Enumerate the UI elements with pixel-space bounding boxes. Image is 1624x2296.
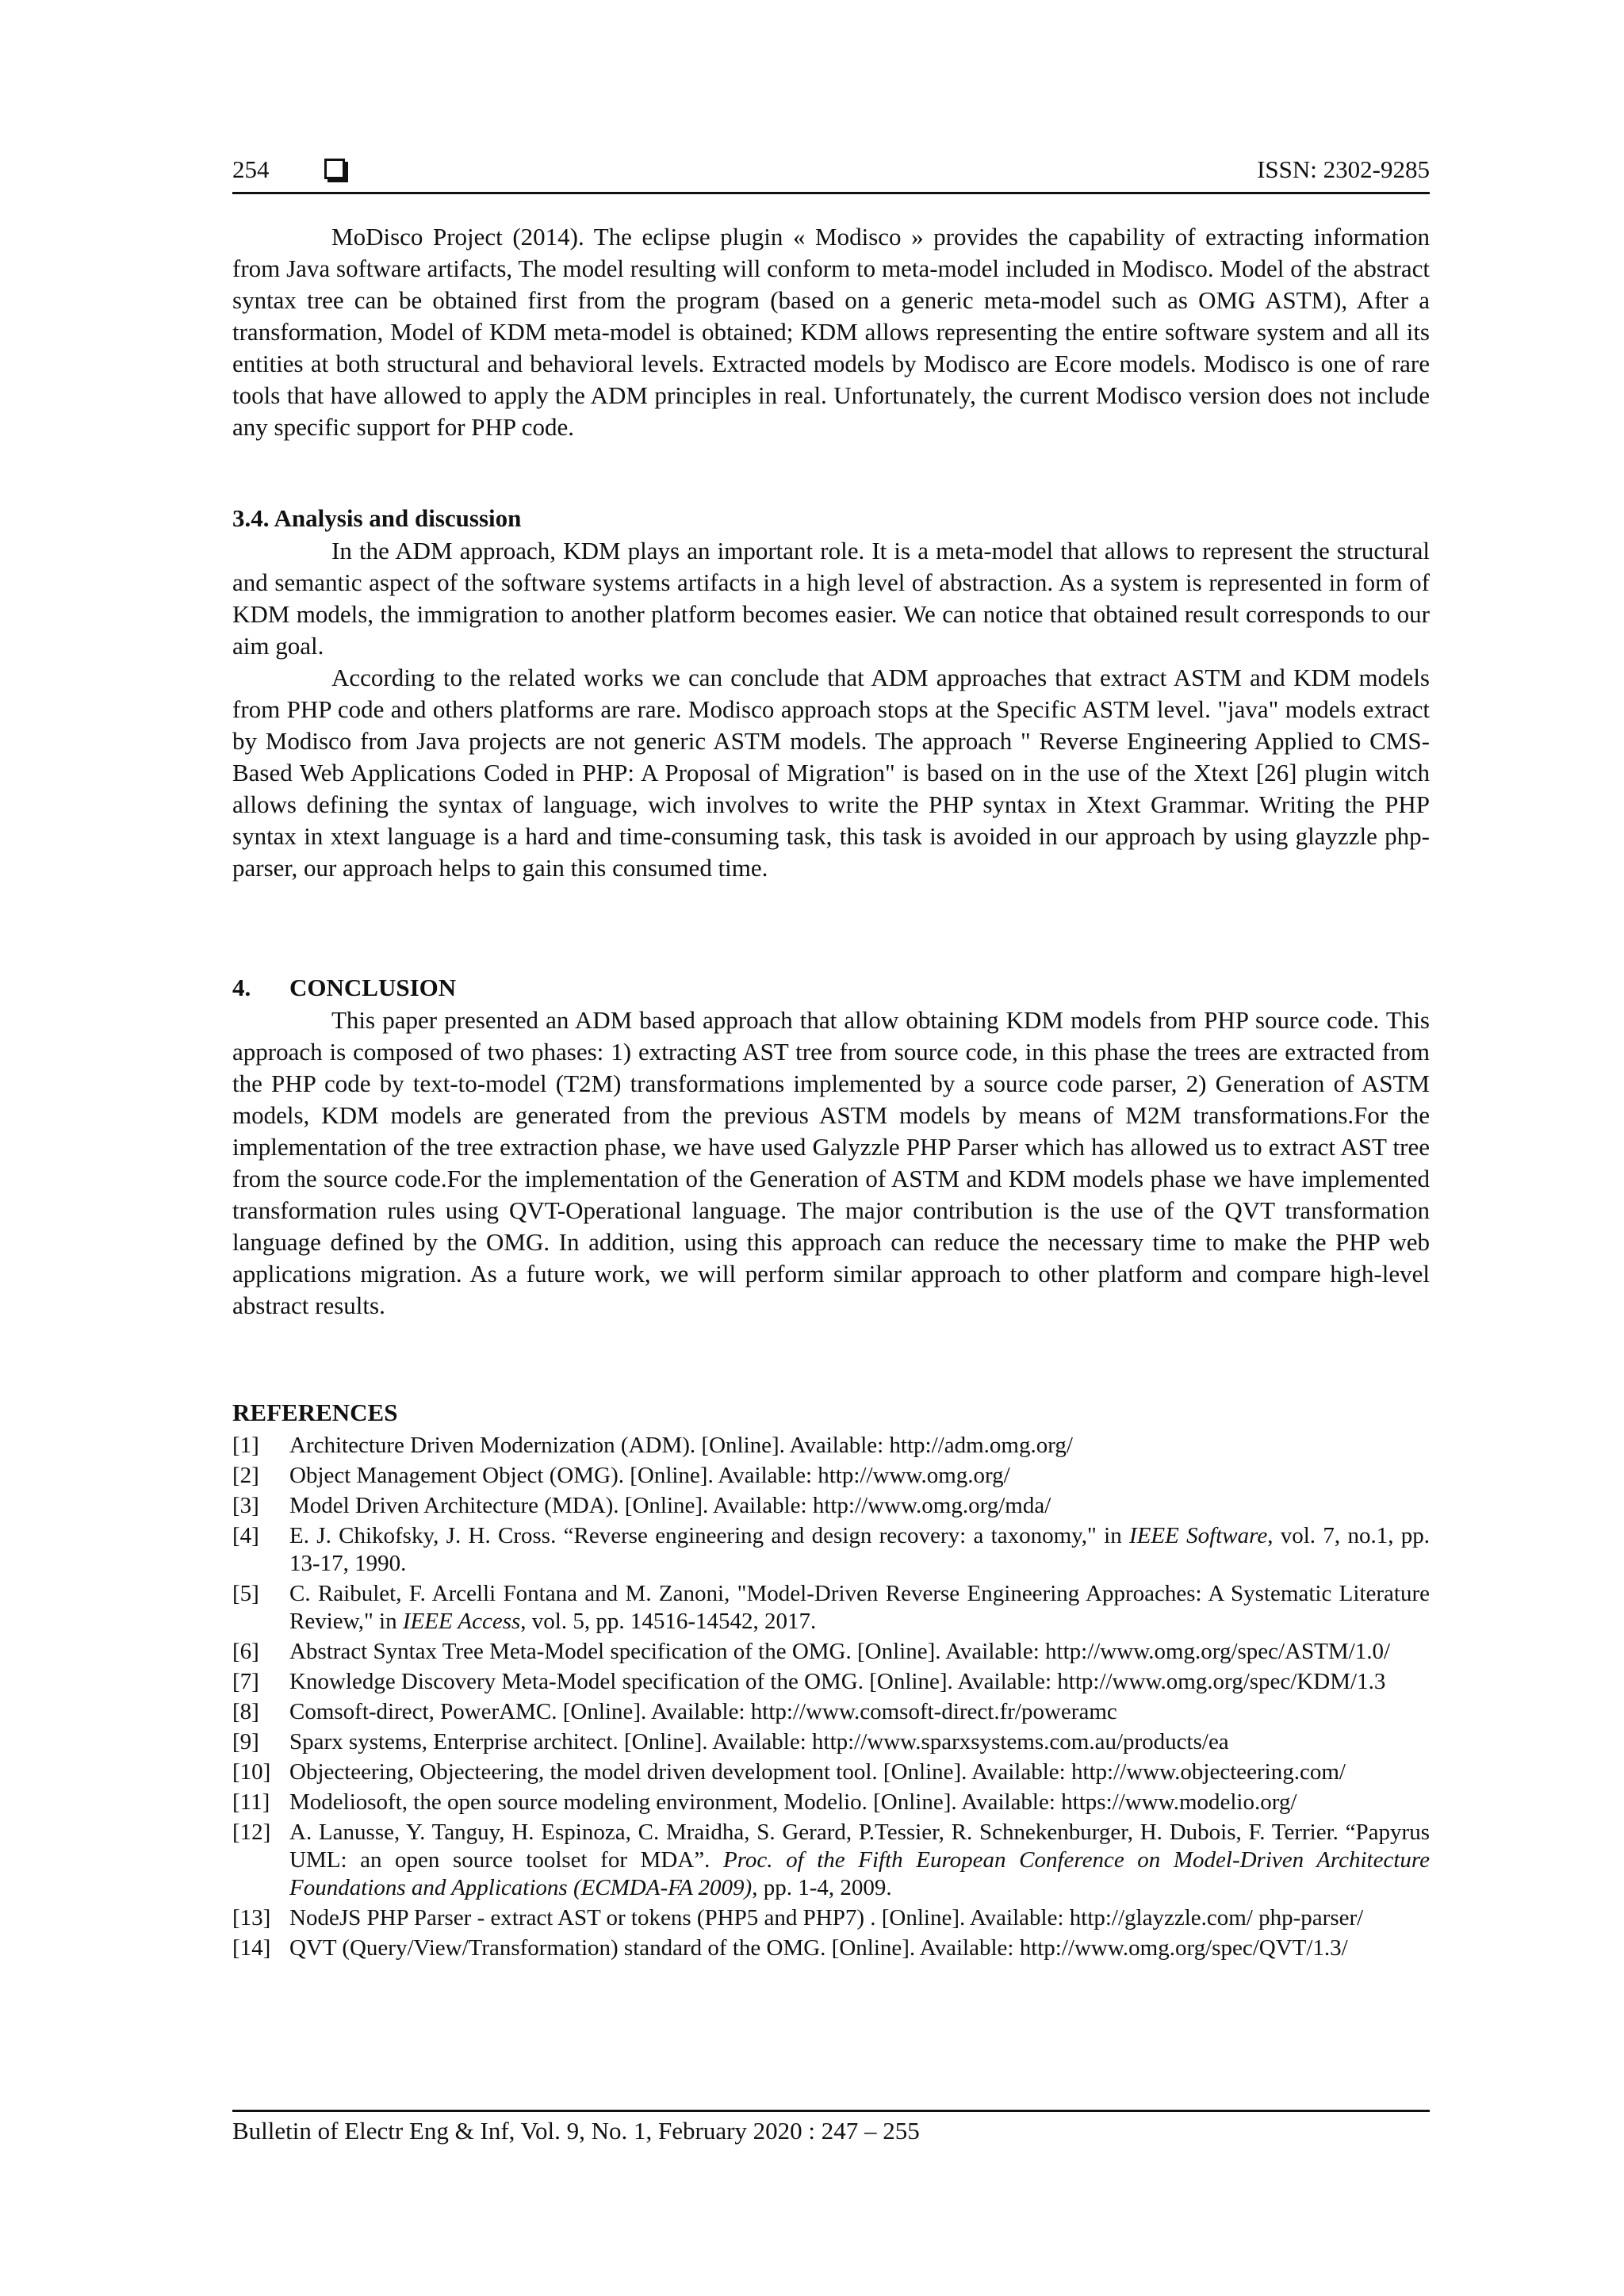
modisco-section: [232, 221, 1430, 443]
references-heading: REFERENCES: [232, 1399, 398, 1426]
reference-number: [8]: [232, 1699, 259, 1724]
reference-text: Comsoft-direct, PowerAMC. [Online]. Available: http://www.comsoft-direct.fr/poweramc: [289, 1699, 1117, 1724]
reference-item: [232, 1819, 1430, 1902]
reference-text: Architecture Driven Modernization (ADM). [Online]. Available: http://adm.omg.org/: [289, 1433, 1073, 1458]
reference-text-part: E. J. Chikofsky, J. H. Cross. “Reverse engineering and design recovery: a taxonomy," in: [289, 1523, 1130, 1548]
conclusion-heading-number: 4.: [232, 974, 251, 1001]
reference-text: [289, 1820, 1430, 1900]
reference-item: [232, 1432, 1430, 1460]
reference-number: [12]: [232, 1820, 271, 1845]
reference-item: [232, 1904, 1430, 1932]
analysis-section: [232, 535, 1430, 884]
reference-item: [232, 1492, 1430, 1520]
reference-number: [9]: [232, 1729, 259, 1755]
reference-number: [11]: [232, 1789, 270, 1815]
reference-text: Knowledge Discovery Meta-Model specification of the OMG. [Online]. Available: http://www.omg.org/spec/KDM/1.3: [289, 1669, 1386, 1694]
reference-number: [6]: [232, 1639, 259, 1664]
reference-list: [232, 1432, 1430, 1965]
reference-text: Sparx systems, Enterprise architect. [Online]. Available: http://www.sparxsystems.com.au/products/ea: [289, 1729, 1229, 1755]
reference-item: [232, 1522, 1430, 1578]
header-divider: [232, 192, 1430, 194]
page-footer: Bulletin of Electr Eng & Inf, Vol. 9, No. 1, February 2020 : 247 – 255: [232, 2117, 920, 2145]
section-3-4-heading: 3.4. Analysis and discussion: [232, 504, 522, 532]
reference-number: [10]: [232, 1759, 271, 1785]
reference-text: Model Driven Architecture (MDA). [Online]. Available: http://www.omg.org/mda/: [289, 1493, 1051, 1518]
reference-number: [13]: [232, 1905, 271, 1931]
reference-item: [232, 1668, 1430, 1696]
page-header: [232, 155, 1430, 195]
reference-number: [2]: [232, 1463, 259, 1488]
reference-item: [232, 1934, 1430, 1962]
reference-text: QVT (Query/View/Transformation) standard of the OMG. [Online]. Available: http://www.omg.org/spec/QVT/1.3/: [289, 1935, 1348, 1961]
issn-label: ISSN: 2302-9285: [1257, 155, 1430, 183]
footer-divider: [232, 2110, 1430, 2112]
conclusion-heading-text: CONCLUSION: [289, 974, 457, 1001]
reference-number: [5]: [232, 1581, 259, 1606]
reference-text: [289, 1581, 1430, 1634]
page-number: 254: [232, 155, 270, 183]
reference-text-part: , vol. 5, pp. 14516-14542, 2017.: [520, 1609, 817, 1634]
reference-item: [232, 1789, 1430, 1816]
reference-venue: IEEE Software: [1129, 1523, 1268, 1548]
reference-item: [232, 1758, 1430, 1786]
conclusion-section: [232, 1004, 1430, 1322]
reference-number: [7]: [232, 1669, 259, 1694]
reference-text: Modeliosoft, the open source modeling environment, Modelio. [Online]. Available: https://www.modelio.org/: [289, 1789, 1297, 1815]
reference-number: [1]: [232, 1433, 259, 1458]
reference-text: Object Management Object (OMG). [Online]. Available: http://www.omg.org/: [289, 1463, 1010, 1488]
modisco-paragraph: MoDisco Project (2014). The eclipse plugin « Modisco » provides the capability of extracting information from Java software artifacts, The model resulting will conform to meta-model included in Modisco. Model of the abstract syntax tree can be obtained first from the program (based on a generic meta-model such as OMG ASTM), After a transformation, Model of KDM meta-model is obtained; KDM allows representing the entire software system and all its entities at both structural and behavioral levels. Extracted models by Modisco are Ecore models. Modisco is one of rare tools that have allowed to apply the ADM principles in real. Unfortunately, the current Modisco version does not include any specific support for PHP code.: [232, 223, 1430, 441]
analysis-paragraph: According to the related works we can conclude that ADM approaches that extract ASTM and KDM models from PHP code and others platforms are rare. Modisco approach stops at the Specific ASTM level. "java" models extract by Modisco from Java projects are not generic ASTM models. The approach " Reverse Engineering Applied to CMS-Based Web Applications Coded in PHP: A Proposal of Migration" is based on in the use of the Xtext [26] plugin witch allows defining the syntax of language, wich involves to write the PHP syntax in Xtext Grammar. Writing the PHP syntax in xtext language is a hard and time-consuming task, this task is avoided in our approach by using glayzzle php-parser, our approach helps to gain this consumed time.: [232, 664, 1430, 882]
reference-text: NodeJS PHP Parser - extract AST or tokens (PHP5 and PHP7) . [Online]. Available: http://glayzzle.com/ php-parser/: [289, 1905, 1364, 1931]
reference-text: Objecteering, Objecteering, the model driven development tool. [Online]. Available: http://www.objecteering.com/: [289, 1759, 1346, 1785]
reference-text-part: A. Lanusse, Y. Tanguy, H. Espinoza, C. Mraidha, S. Gerard, P.Tessier, R. Schnekenburger, H. Dubois, F. Terrier. “Papyrus UML: an open source toolset for MDA”.: [289, 1820, 1430, 1873]
reference-venue: Proc. of the Fifth European Conference on Model-Driven Architecture Foundations and Applications (ECMDA-FA 2009): [289, 1847, 1430, 1900]
reference-item: [232, 1462, 1430, 1490]
reference-item: [232, 1580, 1430, 1636]
reference-venue: IEEE Access: [402, 1609, 521, 1634]
reference-item: [232, 1728, 1430, 1756]
conclusion-paragraph: This paper presented an ADM based approach that allow obtaining KDM models from PHP source code. This approach is composed of two phases: 1) extracting AST tree from source code, in this phase the trees are extracted from the PHP code by text-to-model (T2M) transformations implemented by a source code parser, 2) Generation of ASTM models, KDM models are generated from the previous ASTM models by means of M2M transformations.For the implementation of the tree extraction phase, we have used Galyzzle PHP Parser which has allowed us to extract AST tree from the source code.For the implementation of the Generation of ASTM and KDM models phase we have implemented transformation rules using QVT-Operational language. The major contribution is the use of the QVT transformation language defined by the OMG. In addition, using this approach can reduce the necessary time to make the PHP web applications migration. As a future work, we will perform similar approach to other platform and compare high-level abstract results.: [232, 1006, 1430, 1319]
reference-number: [3]: [232, 1493, 259, 1518]
reference-item: [232, 1638, 1430, 1666]
checkbox-glyph-icon: [324, 159, 345, 179]
reference-text: Abstract Syntax Tree Meta-Model specification of the OMG. [Online]. Available: http://www.omg.org/spec/ASTM/1.0/: [289, 1639, 1391, 1664]
reference-item: [232, 1698, 1430, 1726]
reference-text-part: C. Raibulet, F. Arcelli Fontana and M. Zanoni, "Model-Driven Reverse Engineering Approaches: A Systematic Literature Review," in: [289, 1581, 1430, 1634]
reference-text-part: , pp. 1-4, 2009.: [752, 1875, 892, 1900]
reference-text-part: , vol. 7, no.1, pp. 13-17, 1990.: [289, 1523, 1431, 1576]
analysis-paragraph: In the ADM approach, KDM plays an important role. It is a meta-model that allows to represent the structural and semantic aspect of the software systems artifacts in a high level of abstraction. As a system is represented in form of KDM models, the immigration to another platform becomes easier. We can notice that obtained result corresponds to our aim goal.: [232, 537, 1430, 660]
conclusion-heading: [232, 974, 456, 1002]
reference-number: [4]: [232, 1523, 259, 1548]
reference-number: [14]: [232, 1935, 271, 1961]
reference-text: [289, 1523, 1430, 1576]
